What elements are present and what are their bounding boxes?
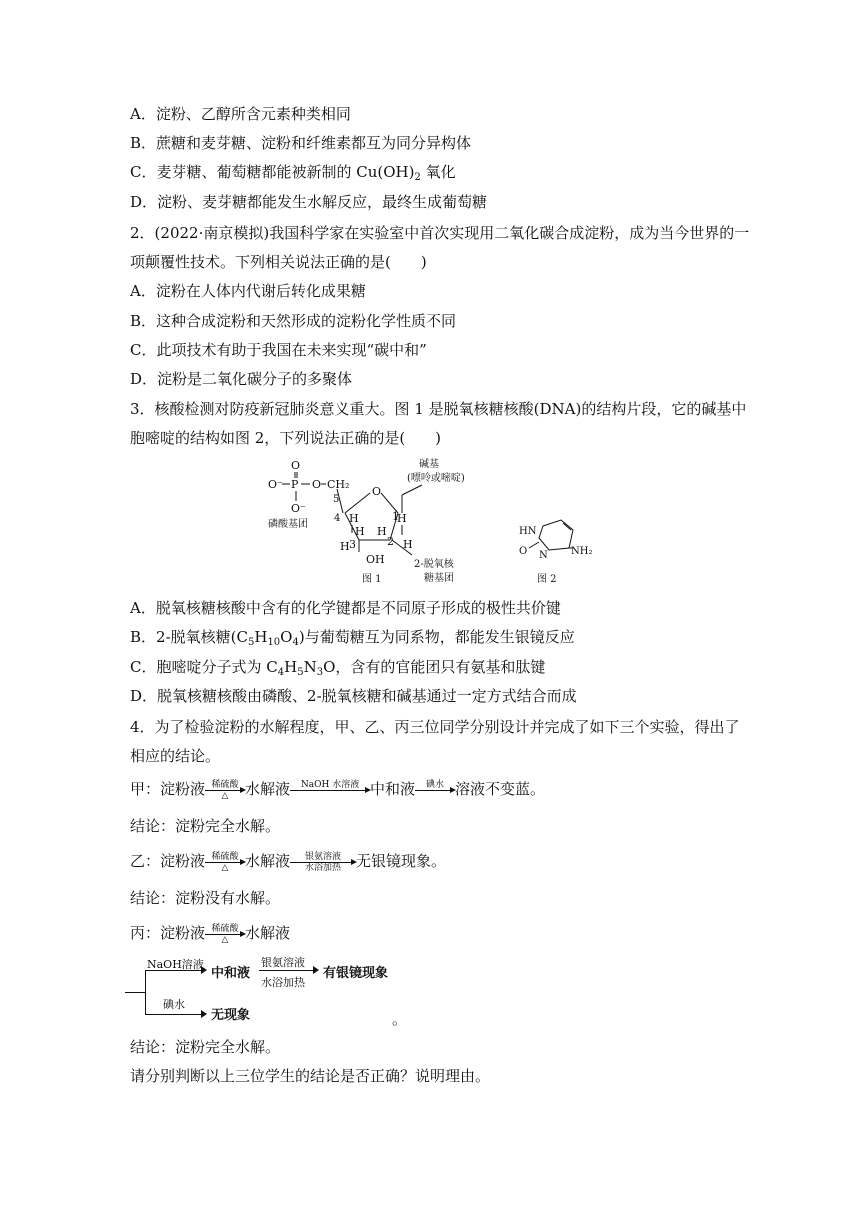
base-label: 碱基 xyxy=(419,459,439,470)
q1-option-d: D．淀粉、麦芽糖都能发生水解反应，最终生成葡萄糖 xyxy=(130,193,488,211)
yi-scheme: 乙：淀粉液 稀硫酸 △ 水解液 银氨溶液 水浴加热 无银镜现象。 xyxy=(130,851,447,873)
q1-option-c: C．麦芽糖、葡萄糖都能被新制的 $Cu(OH)_2$ 氧化 xyxy=(130,163,456,183)
q3-option-d: D．脱氧核糖核酸由磷酸、2-脱氧核糖和碱基通过一定方式结合而成 xyxy=(130,687,577,705)
svg-text:O⁻: O⁻ xyxy=(268,478,283,491)
svg-text:O: O xyxy=(372,485,382,498)
q1-option-a: A．淀粉、乙醇所含元素种类相同 xyxy=(130,105,351,123)
base-label-sub: (嘌呤或嘧啶) xyxy=(407,473,465,484)
q2-option-a: A．淀粉在人体内代谢后转化成果糖 xyxy=(130,282,366,300)
svg-text:2: 2 xyxy=(387,535,394,548)
q2-option-c: C．此项技术有助于我国在未来实现“碳中和” xyxy=(130,341,427,359)
figure-2-caption: 图 2 xyxy=(537,574,557,585)
svg-text:1: 1 xyxy=(392,510,399,523)
sugar-group-label-1: 2-脱氧核 xyxy=(414,559,454,570)
q3-option-b: B．2-脱氧核糖$(C_5H_{10}O_4)$与葡萄糖互为同系物，都能发生银镜反应 xyxy=(130,628,575,648)
bing-branch-diagram xyxy=(125,958,425,1022)
q3-option-c: C．胞嘧啶分子式为 $C_4H_5N_3O$，含有的官能团只有氨基和肽键 xyxy=(130,658,546,678)
svg-text:HN: HN xyxy=(519,526,537,537)
jia-conclusion: 结论：淀粉完全水解。 xyxy=(130,817,281,835)
silver-mirror-result: 有银镜现象 xyxy=(323,966,389,981)
sugar-group-label-2: 糖基团 xyxy=(424,573,454,584)
svg-text:N: N xyxy=(539,550,548,561)
q4-stem-line1: 4．为了检验淀粉的水解程度，甲、乙、丙三位同学分别设计并完成了如下三个实验，得出了 xyxy=(130,718,740,736)
svg-text:O: O xyxy=(519,546,528,557)
jia-scheme: 甲：淀粉液 稀硫酸 △ 水解液 NaOH 水溶液 中和液 碘水 溶液不变蓝。 xyxy=(130,779,546,801)
q2-stem-line1: 2．(2022·南京模拟)我国科学家在实验室中首次实现用二氧化碳合成淀粉，成为当今世界的一 xyxy=(130,224,750,242)
svg-text:NH₂: NH₂ xyxy=(571,546,593,557)
yi-conclusion: 结论：淀粉没有水解。 xyxy=(130,889,281,907)
q4-question: 请分别判断以上三位学生的结论是否正确？说明理由。 xyxy=(130,1067,491,1085)
q1-option-b: B．蔗糖和麦芽糖、淀粉和纤维素都互为同分异构体 xyxy=(130,134,472,152)
svg-text:3: 3 xyxy=(349,538,356,551)
svg-text:4: 4 xyxy=(334,513,341,524)
q2-option-d: D．淀粉是二氧化碳分子的多聚体 xyxy=(130,370,353,388)
q3-stem-line1: 3．核酸检测对防疫新冠肺炎意义重大。图 1 是脱氧核糖核酸(DNA)的结构片段，它的碱基中 xyxy=(130,400,747,418)
svg-text:O: O xyxy=(312,478,322,491)
water-bath-label: 水浴加热 xyxy=(261,976,305,989)
svg-text:5: 5 xyxy=(333,494,340,505)
silver-ammonia-label: 银氨溶液 xyxy=(261,956,305,969)
svg-text:H: H xyxy=(397,512,407,525)
figure-1-dna-fragment xyxy=(262,455,492,590)
svg-text:P: P xyxy=(291,478,299,491)
figure-1-caption: 图 1 xyxy=(362,574,382,585)
q2-stem-line2: 项颠覆性技术。下列相关说法正确的是( ) xyxy=(130,253,427,271)
svg-text:O⁻: O⁻ xyxy=(291,502,306,515)
bing-period: 。 xyxy=(392,1010,408,1028)
svg-text:OH: OH xyxy=(366,553,385,566)
bing-scheme: 丙：淀粉液 稀硫酸 △ 水解液 xyxy=(130,923,291,945)
q4-stem-line2: 相应的结论。 xyxy=(130,747,221,765)
naoh-label: NaOH溶液 xyxy=(147,958,204,971)
svg-text:O: O xyxy=(291,459,301,472)
svg-text:H: H xyxy=(377,525,387,538)
svg-text:H: H xyxy=(355,525,365,538)
figure-2-cytosine xyxy=(515,518,605,586)
q3-option-a: A．脱氧核糖核酸中含有的化学键都是不同原子形成的极性共价键 xyxy=(130,599,561,617)
no-phenomenon-result: 无现象 xyxy=(211,1008,251,1023)
neutral-liquid: 中和液 xyxy=(211,966,251,981)
svg-text:CH₂: CH₂ xyxy=(327,478,350,491)
iodine-label: 碘水 xyxy=(163,998,185,1011)
svg-text:H: H xyxy=(349,512,359,525)
phosphate-group-label: 磷酸基团 xyxy=(268,519,308,530)
q3-stem-line2: 胞嘧啶的结构如图 2，下列说法正确的是( ) xyxy=(130,429,442,447)
q2-option-b: B．这种合成淀粉和天然形成的淀粉化学性质不同 xyxy=(130,312,457,330)
bing-conclusion: 结论：淀粉完全水解。 xyxy=(130,1038,281,1056)
svg-text:H: H xyxy=(340,540,350,553)
svg-text:H: H xyxy=(403,538,413,551)
